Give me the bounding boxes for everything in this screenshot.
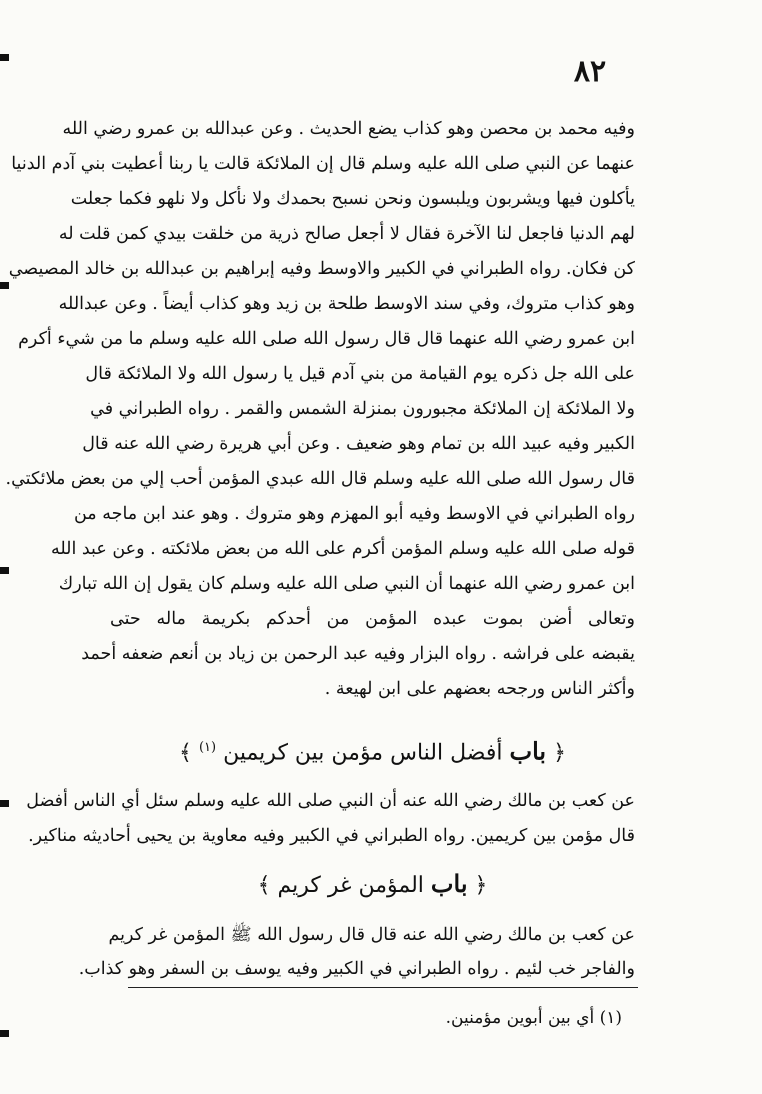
- ornament-open: ﴿: [553, 740, 566, 766]
- footnote-divider: [128, 987, 638, 988]
- body-line: ابن عمرو رضي الله عنهما قال قال رسول الله صلى الله عليه وسلم ما من شيء أكرم: [18, 329, 635, 349]
- body-line: ابن عمرو رضي الله عنهما أن النبي صلى الله عليه وسلم كان يقول إن الله تبارك: [58, 574, 635, 594]
- page-number: ٨٢: [573, 54, 607, 89]
- margin-mark: [0, 282, 9, 289]
- ornament-close: ﴾: [257, 873, 271, 898]
- section-bab: باب: [509, 736, 547, 766]
- body-line: يأكلون فيها ويشربون ويلبسون ونحن نسبح بحمدك ولا نأكل ولا نلهو فكما جعلت: [70, 189, 635, 209]
- body-line: قال رسول الله صلى الله عليه وسلم قال الله عبدي المؤمن أحب إلي من بعض ملائكتي.: [5, 469, 635, 489]
- section-line: عن كعب بن مالك رضي الله عنه قال قال رسول الله ﷺ المؤمن غر كريم: [108, 925, 635, 945]
- section-heading: [110, 728, 635, 768]
- body-line: رواه الطبراني في الاوسط وفيه أبو المهزم وهو متروك . وهو عند ابن ماجه من: [73, 504, 635, 524]
- body-line: على الله جل ذكره يوم القيامة من بني آدم قيل يا رسول الله ولا الملائكة قال: [85, 364, 635, 384]
- body-line: الكبير وفيه عبيد الله بن تمام وهو ضعيف . وعن أبي هريرة رضي الله عنه قال: [82, 434, 635, 454]
- body-line: لهم الدنيا فاجعل لنا الآخرة فقال لا أجعل صالح ذرية من خلقت بيدي كمن قلت له: [58, 224, 635, 244]
- body-line: كن فكان. رواه الطبراني في الكبير والاوسط وفيه إبراهيم بن عبدالله بن خالد المصيصي: [8, 259, 635, 279]
- body-line: وهو كذاب متروك، وفي سند الاوسط طلحة بن زيد وهو كذاب أيضاً . وعن عبدالله: [58, 294, 635, 314]
- section-line: قال مؤمن بين كريمين. رواه الطبراني في الكبير وفيه معاوية بن يحيى أحاديثه مناكير.: [28, 826, 635, 846]
- body-line: وتعالى أضن بموت عبده المؤمن من أحدكم بكريمة ماله حتى: [110, 609, 635, 629]
- section-title: المؤمن غر كريم: [277, 873, 424, 898]
- body-line: ولا الملائكة إن الملائكة مجبورون بمنزلة الشمس والقمر . رواه الطبراني في: [90, 399, 635, 419]
- footnote-reference: (١): [198, 740, 217, 755]
- section-heading: [110, 864, 635, 904]
- section-bab: باب: [430, 869, 468, 898]
- section-line: والفاجر خب لئيم . رواه الطبراني في الكبير وفيه يوسف بن السفر وهو كذاب.: [78, 959, 635, 979]
- margin-mark: [0, 567, 9, 574]
- margin-mark: [0, 1030, 9, 1037]
- margin-mark: [0, 54, 9, 61]
- footnote: (١) أي بين أبوين مؤمنين.: [445, 1008, 622, 1028]
- body-line: وفيه محمد بن محصن وهو كذاب يضع الحديث . وعن عبدالله بن عمرو رضي الله: [62, 119, 635, 139]
- body-line: قوله صلى الله عليه وسلم المؤمن أكرم على الله من بعض ملائكته . وعن عبد الله: [50, 539, 635, 559]
- section-title: أفضل الناس مؤمن بين كريمين: [223, 740, 503, 766]
- ornament-open: ﴿: [474, 873, 488, 898]
- body-line: وأكثر الناس ورجحه بعضهم على ابن لهيعة .: [324, 679, 635, 699]
- ornament-close: ﴾: [179, 740, 192, 766]
- body-line: يقبضه على فراشه . رواه البزار وفيه عبد الرحمن بن زياد بن أنعم ضعفه أحمد: [81, 644, 635, 664]
- margin-mark: [0, 800, 9, 807]
- body-line: عنهما عن النبي صلى الله عليه وسلم قال إن الملائكة قالت يا ربنا أعطيت بني آدم الدنيا: [11, 154, 635, 174]
- section-line: عن كعب بن مالك رضي الله عنه أن النبي صلى الله عليه وسلم سئل أي الناس أفضل: [26, 791, 635, 811]
